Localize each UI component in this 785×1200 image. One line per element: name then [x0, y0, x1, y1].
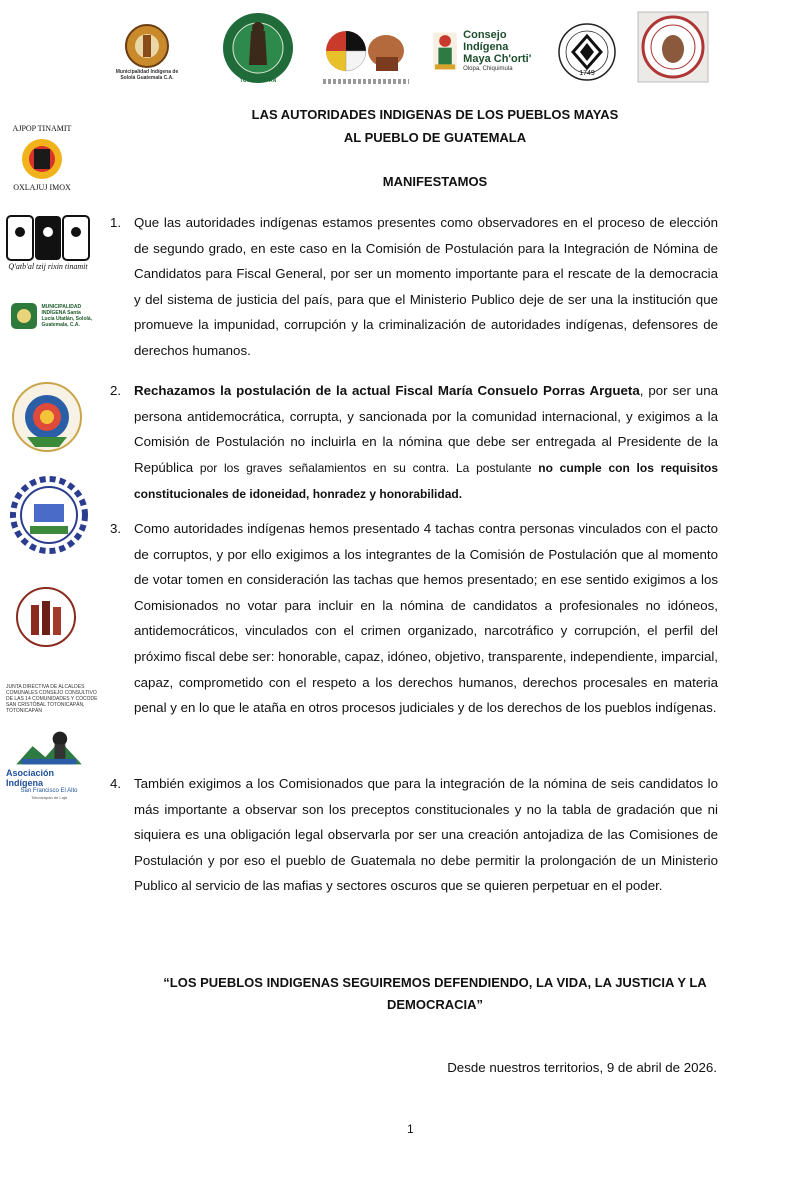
maya-glyphs-icon [5, 214, 91, 262]
section-heading: MANIFESTAMOS [382, 174, 488, 189]
logo-consejo-chorti [430, 22, 540, 80]
asociacion-line3: Totonicapán de Lajá [31, 795, 67, 800]
item-bold-lead: Rechazamos la postulación de la actual Fiscal María Consuelo Porras Argueta [134, 383, 640, 398]
sun-emblem-icon [12, 133, 72, 183]
item-text: Que las autoridades indígenas estamos presentes como observadores en el proceso de elección de segundo grado, en este caso en la Comisión de Postulación para la Integración de Nómina de Candidatos para Fiscal General, por ser un momento importante para el rescate de la democracia y del sistema de justicia del país, para que el Ministerio Publico deje de ser una la institución que promueve la impunidad, corrupción y la criminalización de autoridades indígenas, defensores de derechos humanos. [134, 215, 718, 358]
mam-spiral-icon [7, 377, 87, 457]
logo-autoridades-comunitarias [10, 584, 82, 650]
logo-ajpop-tinamit [6, 120, 78, 196]
list-item-1 [110, 210, 718, 364]
item-bold-tail: no cumple con los requisitos constitucionales de idoneidad, honradez y honorabilidad. [134, 460, 718, 502]
community-figures-icon [11, 585, 81, 649]
logo-asociacion-san-francisco [6, 728, 92, 800]
logo-sello-comunidad [636, 10, 710, 84]
kaqchikel-emblem-icon [320, 27, 412, 77]
chorti-figure-icon [430, 25, 460, 77]
page-number: 1 [407, 1122, 414, 1136]
santa-lucia-caption: MUNICIPALIDAD INDÍGENA Santa Lucía Utatlán, Sololá, Guatemala, C.A. [41, 304, 93, 328]
item-number: 4. [110, 776, 122, 791]
logo-totonicapan-caption: TOTONICAPÁN [239, 78, 277, 84]
ajpop-top: AJPOP TINAMIT [12, 124, 72, 133]
item-number: 3. [110, 521, 122, 536]
gear-seal-icon [10, 476, 88, 554]
logo-kaqchikel [320, 24, 412, 86]
document-title-line2: AL PUEBLO DE GUATEMALA [343, 130, 527, 145]
logo-totonicapan [220, 10, 296, 86]
community-seal-icon [637, 11, 709, 83]
san-francisco-emblem-icon [9, 728, 89, 768]
item-text: Como autoridades indígenas hemos presentado 4 tachas contra personas vinculados con el pacto de corruptos, y por ello exigimos a los integrantes de la Comisión de Postulación que al momento de votar tomen en consideración las tachas que hemos presentado; en ese sentido exigimos a los Comisionados no votar para incluir en la nómina de candidatos a profesionales no idóneos, antidemocráticos, vinculados con el crimen organizado, narcotráfico y corrupción, el perfil del próximo fiscal debe ser: honorable, capaz, idóneo, objetivo, transparente, independiente, imparcial, capaz, comprometido con el respeto a los derechos humanos, derechos procesales en materia penal y en lo que le ataña en otros procesos judiciales y de los derechos de los pueblos indígenas. [134, 521, 718, 716]
item-text: También exigimos a los Comisionados que para la integración de la nómina de seis candidatos lo más importante a observar son los preceptos constitucionales y no la tabla de gradación que ni siquiera es una obligación legal observarla por ser una creación antojadiza de las Comisiones de Postulación y por eso el pueblo de Guatemala no debe permitir la prolongación de un Ministerio Publico al servicio de las mafias y sectores oscuros que se quieren perpetuar en el poder. [134, 776, 718, 894]
logo-junta-alcaldes: JUNTA DIRECTIVA DE ALCALDES COMUNALES CONSEJO CONSULTIVO DE LAS 14 COMUNIDADES Y COCODE SAN CRISTÓBAL TOTONICAPÁN, TOTONICAPÁN [6, 684, 98, 714]
chorti-line1: Consejo Indígena [463, 29, 509, 53]
ajpop-bottom: OXLAJUJ IMOX [13, 183, 71, 192]
item-number: 1. [110, 215, 122, 230]
closing-statement-line1: “LOS PUEBLOS INDIGENAS SEGUIREMOS DEFENDIENDO, LA VIDA, LA JUSTICIA Y LA [163, 975, 707, 990]
logo-santa-lucia-utatlan [8, 296, 94, 336]
logo-sello-1749 [556, 14, 618, 84]
chorti-line2: Maya Ch'orti' [463, 53, 532, 65]
logo-qatbal-tzij [4, 210, 92, 274]
list-item-2 [110, 378, 718, 508]
list-item-3 [110, 516, 718, 721]
list-item-4 [110, 771, 718, 899]
item-number: 2. [110, 383, 122, 398]
chorti-line3: Olopa, Chiquimula [463, 66, 513, 72]
qatbal-caption: Q'atb'al tzij rixin tinamit [8, 261, 88, 271]
totonicapan-seal-icon [221, 11, 295, 85]
crest-icon [121, 23, 173, 69]
asociacion-line1: Asociación Indígena [6, 768, 55, 788]
seal-year: 1749 [579, 69, 595, 77]
item-text [134, 378, 718, 508]
logo-sello-engranaje [8, 474, 90, 556]
logo-pueblo-mam [6, 376, 88, 458]
document-title-line1: LAS AUTORIDADES INDIGENAS DE LOS PUEBLOS MAYAS [251, 107, 619, 122]
item-body: , por ser una persona antidemocrática, corrupta, y sancionada por la comunidad internacional, y exigimos a la Comisión de Postulación no incluirla en la nómina que debe ser entregada al Presidente de la República [134, 383, 718, 475]
item-small-text: por los graves señalamientos en su contra. La postulante [193, 460, 539, 475]
green-emblem-icon [9, 299, 39, 333]
logo-municipalidad-solola: Municipalidad Indígena de Sololá Guatemala C.A. [108, 18, 186, 86]
asociacion-line2: San Francisco El Alto [20, 788, 78, 794]
closing-statement-line2: DEMOCRACIA” [386, 997, 484, 1012]
signoff: Desde nuestros territorios, 9 de abril de 2026. [447, 1060, 717, 1075]
